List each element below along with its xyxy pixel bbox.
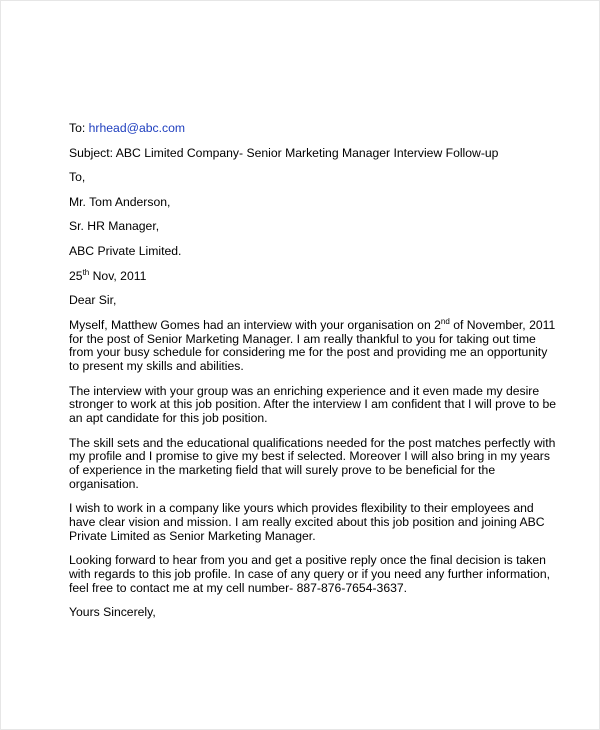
recipient-title: Sr. HR Manager, [69,219,160,234]
paragraph-4 [69,502,549,543]
paragraph-1-line-3: from your busy schedule for considering me for the post and providing me an opportunity [69,345,548,360]
salutation: Dear Sir, [69,293,117,308]
paragraph-2-line-2: stronger to work at this job position. After the interview I am confident that I will prove to be [69,397,557,412]
subject-line: Subject: ABC Limited Company- Senior Marketing Manager Interview Follow-up [69,145,499,160]
p1-suffix: nd [440,316,450,326]
p1-text-a: Myself, Matthew Gomes had an interview with your organisation on 2 [69,317,441,332]
paragraph-1-line-1 [69,316,556,333]
email-link[interactable]: hrhead@abc.com [88,121,186,135]
paragraph-3 [69,435,556,492]
date-suffix: th [82,267,90,277]
p1-text-b: of November, 2011 [449,317,556,332]
paragraph-3-line-4: organisation. [69,476,139,491]
recipient-company: ABC Private Limited. [69,243,182,258]
paragraph-4-line-2: have clear vision and mission. I am really excited about this job position and joining ABC [69,515,545,530]
paragraph-3-line-3: of experience in the marketing field that will surely prove to be beneficial for the [69,463,496,478]
paragraph-5 [69,554,549,595]
to-label: To: [69,121,89,135]
paragraph-4-line-1: I wish to work in a company like yours which provides flexibility to their employees and [69,501,534,516]
paragraph-2-line-1: The interview with your group was an enriching experience and it even made my desire [69,383,540,398]
paragraph-1 [69,316,556,374]
paragraph-3-line-2: my profile and I promise to give my best if selected. Moreover I will also bring in my years [69,449,550,464]
paragraph-5-line-3: feel free to contact me at my cell number- 887-876-7654-3637. [69,580,408,595]
to-line: To, [69,170,86,185]
date-rest: Nov, 2011 [89,268,147,283]
paragraph-3-line-1: The skill sets and the educational qualifications needed for the post matches perfectly with [69,435,556,450]
letter-date [69,267,549,284]
paragraph-1-line-2: for the post of Senior Marketing Manager. I am really thankful to you for taking out time [69,331,536,346]
paragraph-5-line-1: Looking forward to hear from you and get a positive reply once the final decision is taken [69,553,546,568]
closing: Yours Sincerely, [69,605,156,620]
paragraph-1-line-4: to present my skills and abilities. [69,359,244,374]
paragraph-5-line-2: with regards to this job profile. In case of any query or if you need any further information, [69,567,550,582]
paragraph-2-line-3: an apt candidate for this job position. [69,411,268,426]
letter-body [69,121,557,631]
to-line-email [69,122,549,136]
recipient-name: Mr. Tom Anderson, [69,194,171,209]
date-day: 25 [69,268,83,283]
paragraph-4-line-3: Private Limited as Senior Marketing Manager. [69,528,316,543]
paragraph-2 [69,383,557,426]
